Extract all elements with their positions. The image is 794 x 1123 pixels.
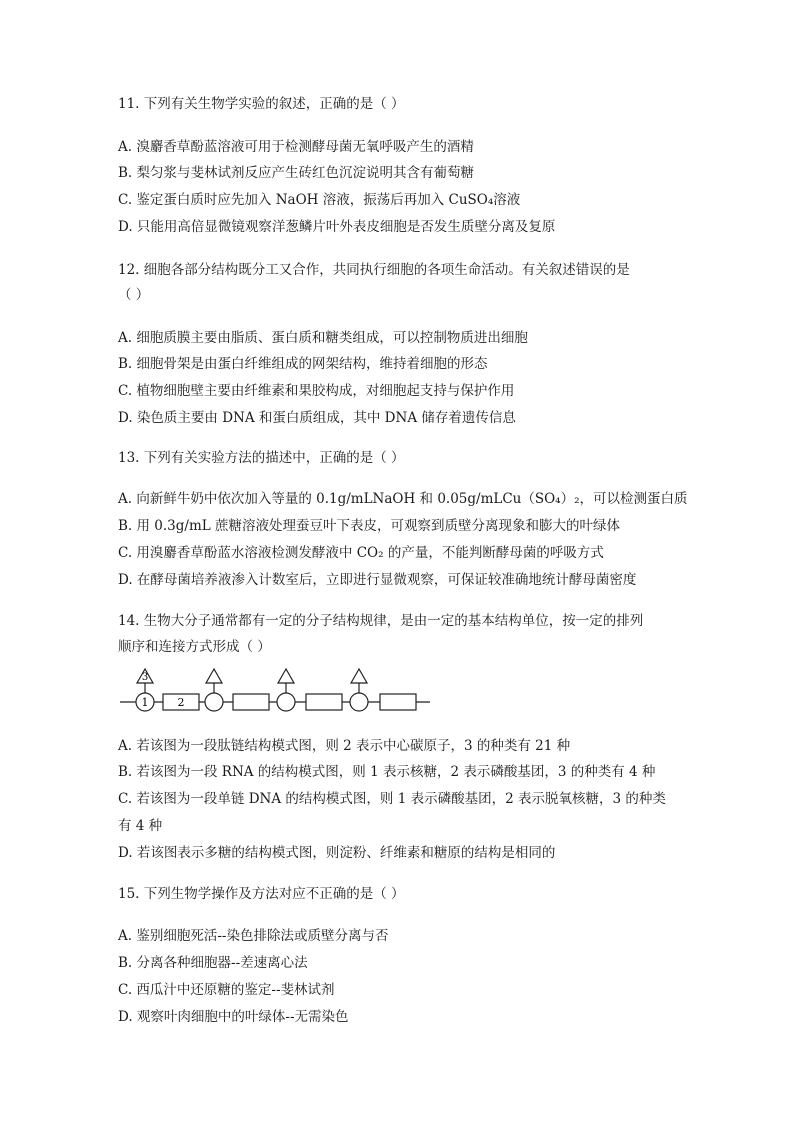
question-12-option-a: A. 细胞质膜主要由脂质、蛋白质和糖类组成，可以控制物质进出细胞 bbox=[118, 330, 528, 346]
phosphate-rect bbox=[233, 694, 269, 710]
phosphate-rect bbox=[306, 694, 342, 710]
question-15-option-c: C. 西瓜汁中还原糖的鉴定--斐林试剂 bbox=[118, 982, 335, 998]
question-11-stem: 11. 下列有关生物学实验的叙述，正确的是（ ） bbox=[118, 96, 405, 112]
question-11-option-c: C. 鉴定蛋白质时应先加入 NaOH 溶液，振荡后再加入 CuSO₄溶液 bbox=[118, 192, 521, 208]
question-11-option-d: D. 只能用高倍显微镜观察洋葱鳞片叶外表皮细胞是否发生质壁分离及复原 bbox=[118, 219, 556, 235]
question-14-option-a: A. 若该图为一段肽链结构模式图，则 2 表示中心碳原子，3 的种类有 21 种 bbox=[118, 738, 571, 754]
base-triangle bbox=[278, 669, 294, 683]
question-15-option-d: D. 观察叶肉细胞中的叶绿体--无需染色 bbox=[118, 1009, 349, 1025]
sugar-circle bbox=[350, 693, 368, 711]
question-12-stem-cont: （ ） bbox=[118, 287, 150, 303]
question-15-option-a: A. 鉴别细胞死活--染色排除法或质壁分离与否 bbox=[118, 928, 389, 944]
question-15-option-b: B. 分离各种细胞器--差速离心法 bbox=[118, 955, 308, 971]
label-1: 1 bbox=[141, 696, 149, 709]
question-12-option-d: D. 染色质主要由 DNA 和蛋白质组成，其中 DNA 储存着遗传信息 bbox=[118, 410, 516, 426]
question-13-stem: 13. 下列有关实验方法的描述中，正确的是（ ） bbox=[118, 450, 405, 466]
base-triangle bbox=[206, 669, 222, 683]
sugar-circle bbox=[277, 693, 295, 711]
label-2: 2 bbox=[177, 696, 185, 709]
question-13-option-b: B. 用 0.3g/mL 蔗糖溶液处理蚕豆叶下表皮，可观察到质壁分离现象和膨大的叶绿体 bbox=[118, 518, 621, 534]
question-13-option-c: C. 用溴麝香草酚蓝水溶液检测发酵液中 CO₂ 的产量，不能判断酵母菌的呼吸方式 bbox=[118, 545, 604, 561]
label-3: 3 bbox=[141, 672, 149, 683]
question-13-option-d: D. 在酵母菌培养液渗入计数室后，立即进行显微观察，可保证较准确地统计酵母菌密度 bbox=[118, 572, 637, 588]
question-11-option-a: A. 溴麝香草酚蓝溶液可用于检测酵母菌无氧呼吸产生的酒精 bbox=[118, 139, 474, 155]
question-12-option-b: B. 细胞骨架是由蛋白纤维组成的网架结构，维持着细胞的形态 bbox=[118, 356, 488, 372]
molecule-chain-diagram bbox=[118, 664, 438, 716]
question-12-stem: 12. 细胞各部分结构既分工又合作，共同执行细胞的各项生命活动。有关叙述错误的是 bbox=[118, 262, 630, 278]
question-14-option-d: D. 若该图表示多糖的结构模式图，则淀粉、纤维素和糖原的结构是相同的 bbox=[118, 845, 556, 861]
question-14-stem-cont: 顺序和连接方式形成（ ） bbox=[118, 639, 271, 655]
question-14-option-c-cont: 有 4 种 bbox=[118, 818, 163, 834]
question-15-stem: 15. 下列生物学操作及方法对应不正确的是（ ） bbox=[118, 886, 405, 902]
base-triangle bbox=[351, 669, 367, 683]
question-11-option-b: B. 梨匀浆与斐林试剂反应产生砖红色沉淀说明其含有葡萄糖 bbox=[118, 165, 475, 181]
question-14-option-c: C. 若该图为一段单链 DNA 的结构模式图，则 1 表示磷酸基团，2 表示脱氧核糖，3 的种类 bbox=[118, 791, 666, 807]
question-14-stem: 14. 生物大分子通常都有一定的分子结构规律，是由一定的基本结构单位，按一定的排列 bbox=[118, 613, 644, 629]
sugar-circle bbox=[205, 693, 223, 711]
question-12-option-c: C. 植物细胞壁主要由纤维素和果胶构成，对细胞起支持与保护作用 bbox=[118, 383, 515, 399]
question-13-option-a: A. 向新鲜牛奶中依次加入等量的 0.1g/mLNaOH 和 0.05g/mLCu（SO₄）₂，可以检测蛋白质 bbox=[118, 491, 688, 507]
question-14-option-b: B. 若该图为一段 RNA 的结构模式图，则 1 表示核糖，2 表示磷酸基团，3 的种类有 4 种 bbox=[118, 764, 656, 780]
phosphate-rect bbox=[380, 694, 416, 710]
